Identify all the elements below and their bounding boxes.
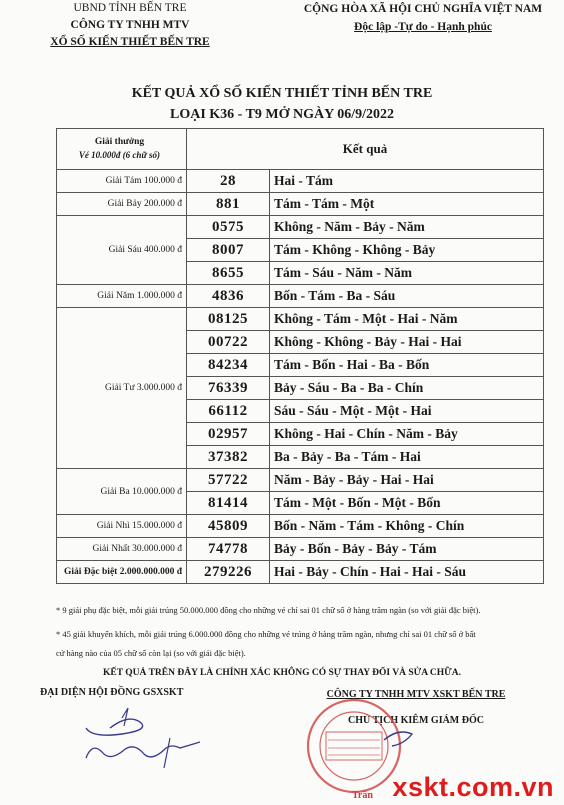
prize-label: Giải Sáu 400.000 đ [57, 216, 187, 285]
result-column-header: Kết quả [187, 129, 544, 170]
prize-label: Giải Bảy 200.000 đ [57, 193, 187, 216]
winning-number: 66112 [187, 400, 270, 423]
number-in-words: Bốn - Năm - Tám - Không - Chín [270, 515, 544, 538]
issuer-line-2: CÔNG TY TNHH MTV [70, 19, 190, 31]
number-in-words: Tám - Sáu - Năm - Năm [270, 262, 544, 285]
table-row [57, 469, 544, 492]
number-in-words: Tám - Không - Không - Bảy [270, 239, 544, 262]
council-title: ĐẠI DIỆN HỘI ĐỒNG GSXSKT [40, 687, 184, 698]
company-name: CÔNG TY TNHH MTV XSKT BẾN TRE [326, 689, 506, 700]
prize-column-label: Giải thưởng [94, 137, 145, 147]
table-row [57, 285, 544, 308]
number-in-words: Ba - Bảy - Ba - Tám - Hai [270, 446, 544, 469]
director-title: CHỦ TỊCH KIÊM GIÁM ĐỐC [348, 715, 484, 726]
national-header [282, 0, 564, 36]
number-in-words: Sáu - Sáu - Một - Một - Hai [270, 400, 544, 423]
winning-number: 45809 [187, 515, 270, 538]
prize-label: Giải Ba 10.000.000 đ [57, 469, 187, 515]
note-2a: * 45 giải khuyến khích, mỗi giải trúng 6.000.000 đồng cho những vé trúng ở hàng trăm ngàn, nhưng chỉ sai 01 chữ số ở bất [56, 629, 476, 639]
issuer-line-3: XỔ SỐ KIẾN THIẾT BẾN TRE [50, 36, 210, 48]
winning-number: 74778 [187, 538, 270, 561]
table-row [57, 515, 544, 538]
accuracy-statement: KẾT QUẢ TRÊN ĐÂY LÀ CHÍNH XÁC KHÔNG CÓ SỰ THAY ĐỔI VÀ SỬA CHỮA. [103, 668, 461, 678]
winning-number: 76339 [187, 377, 270, 400]
note-2b: cứ hàng nào của 05 chữ số còn lại (so với giải đặc biệt). [56, 648, 246, 658]
number-in-words: Không - Tám - Một - Hai - Năm [270, 308, 544, 331]
winning-number: 881 [187, 193, 270, 216]
table-row [57, 193, 544, 216]
council-signature [50, 700, 250, 780]
winning-number: 00722 [187, 331, 270, 354]
prize-label: Giải Tư 3.000.000 đ [57, 308, 187, 469]
number-in-words: Không - Hai - Chín - Năm - Bảy [270, 423, 544, 446]
winning-number: 02957 [187, 423, 270, 446]
national-motto: Độc lập -Tự do - Hạnh phúc [354, 21, 492, 33]
number-in-words: Hai - Bảy - Chín - Hai - Hai - Sáu [270, 561, 544, 584]
page-subtitle: LOẠI K36 - T9 MỞ NGÀY 06/9/2022 [169, 107, 394, 122]
winning-number: 8007 [187, 239, 270, 262]
number-in-words: Năm - Bảy - Bảy - Hai - Hai [270, 469, 544, 492]
number-in-words: Tám - Một - Bốn - Một - Bốn [270, 492, 544, 515]
table-row [57, 170, 544, 193]
prize-label: Giải Nhất 30.000.000 đ [57, 538, 187, 561]
table-header-row [57, 129, 544, 170]
issuer-line-1: UBND TỈNH BẾN TRE [73, 2, 187, 14]
stamp-signer-name: Trần [352, 790, 373, 801]
page-title: KẾT QUẢ XỔ SỐ KIẾN THIẾT TỈNH BẾN TRE [131, 86, 433, 101]
winning-number: 279226 [187, 561, 270, 584]
number-in-words: Hai - Tám [270, 170, 544, 193]
winning-number: 28 [187, 170, 270, 193]
note-1: * 9 giải phụ đặc biệt, mỗi giải trúng 50.000.000 đồng cho những vé chỉ sai 01 chữ số ở hàng trăm ngàn (so với giải đặc biệt). [56, 605, 481, 615]
national-title: CỘNG HÒA XÃ HỘI CHỦ NGHĨA VIỆT NAM [303, 3, 543, 15]
watermark-logo: xskt.com.vn [392, 772, 554, 802]
prize-label: Giải Năm 1.000.000 đ [57, 285, 187, 308]
results-body [57, 170, 544, 584]
prize-label: Giải Đặc biệt 2.000.000.000 đ [57, 561, 187, 584]
winning-number: 84234 [187, 354, 270, 377]
number-in-words: Tám - Bốn - Hai - Ba - Bốn [270, 354, 544, 377]
table-row [57, 538, 544, 561]
prize-column-sub: Vé 10.000đ (6 chữ số) [78, 150, 161, 160]
winning-number: 08125 [187, 308, 270, 331]
table-row [57, 561, 544, 584]
results-table [56, 128, 544, 584]
table-row [57, 216, 544, 239]
prize-label: Giải Nhì 15.000.000 đ [57, 515, 187, 538]
number-in-words: Không - Năm - Bảy - Năm [270, 216, 544, 239]
number-in-words: Tám - Tám - Một [270, 193, 544, 216]
prize-column-header [57, 129, 187, 170]
winning-number: 57722 [187, 469, 270, 492]
winning-number: 4836 [187, 285, 270, 308]
number-in-words: Bốn - Tám - Ba - Sáu [270, 285, 544, 308]
prize-label: Giải Tám 100.000 đ [57, 170, 187, 193]
table-row [57, 308, 544, 331]
number-in-words: Không - Không - Bảy - Hai - Hai [270, 331, 544, 354]
winning-number: 8655 [187, 262, 270, 285]
winning-number: 0575 [187, 216, 270, 239]
winning-number: 81414 [187, 492, 270, 515]
issuer-header [0, 0, 260, 51]
winning-number: 37382 [187, 446, 270, 469]
number-in-words: Bảy - Bốn - Bảy - Bảy - Tám [270, 538, 544, 561]
number-in-words: Bảy - Sáu - Ba - Ba - Chín [270, 377, 544, 400]
